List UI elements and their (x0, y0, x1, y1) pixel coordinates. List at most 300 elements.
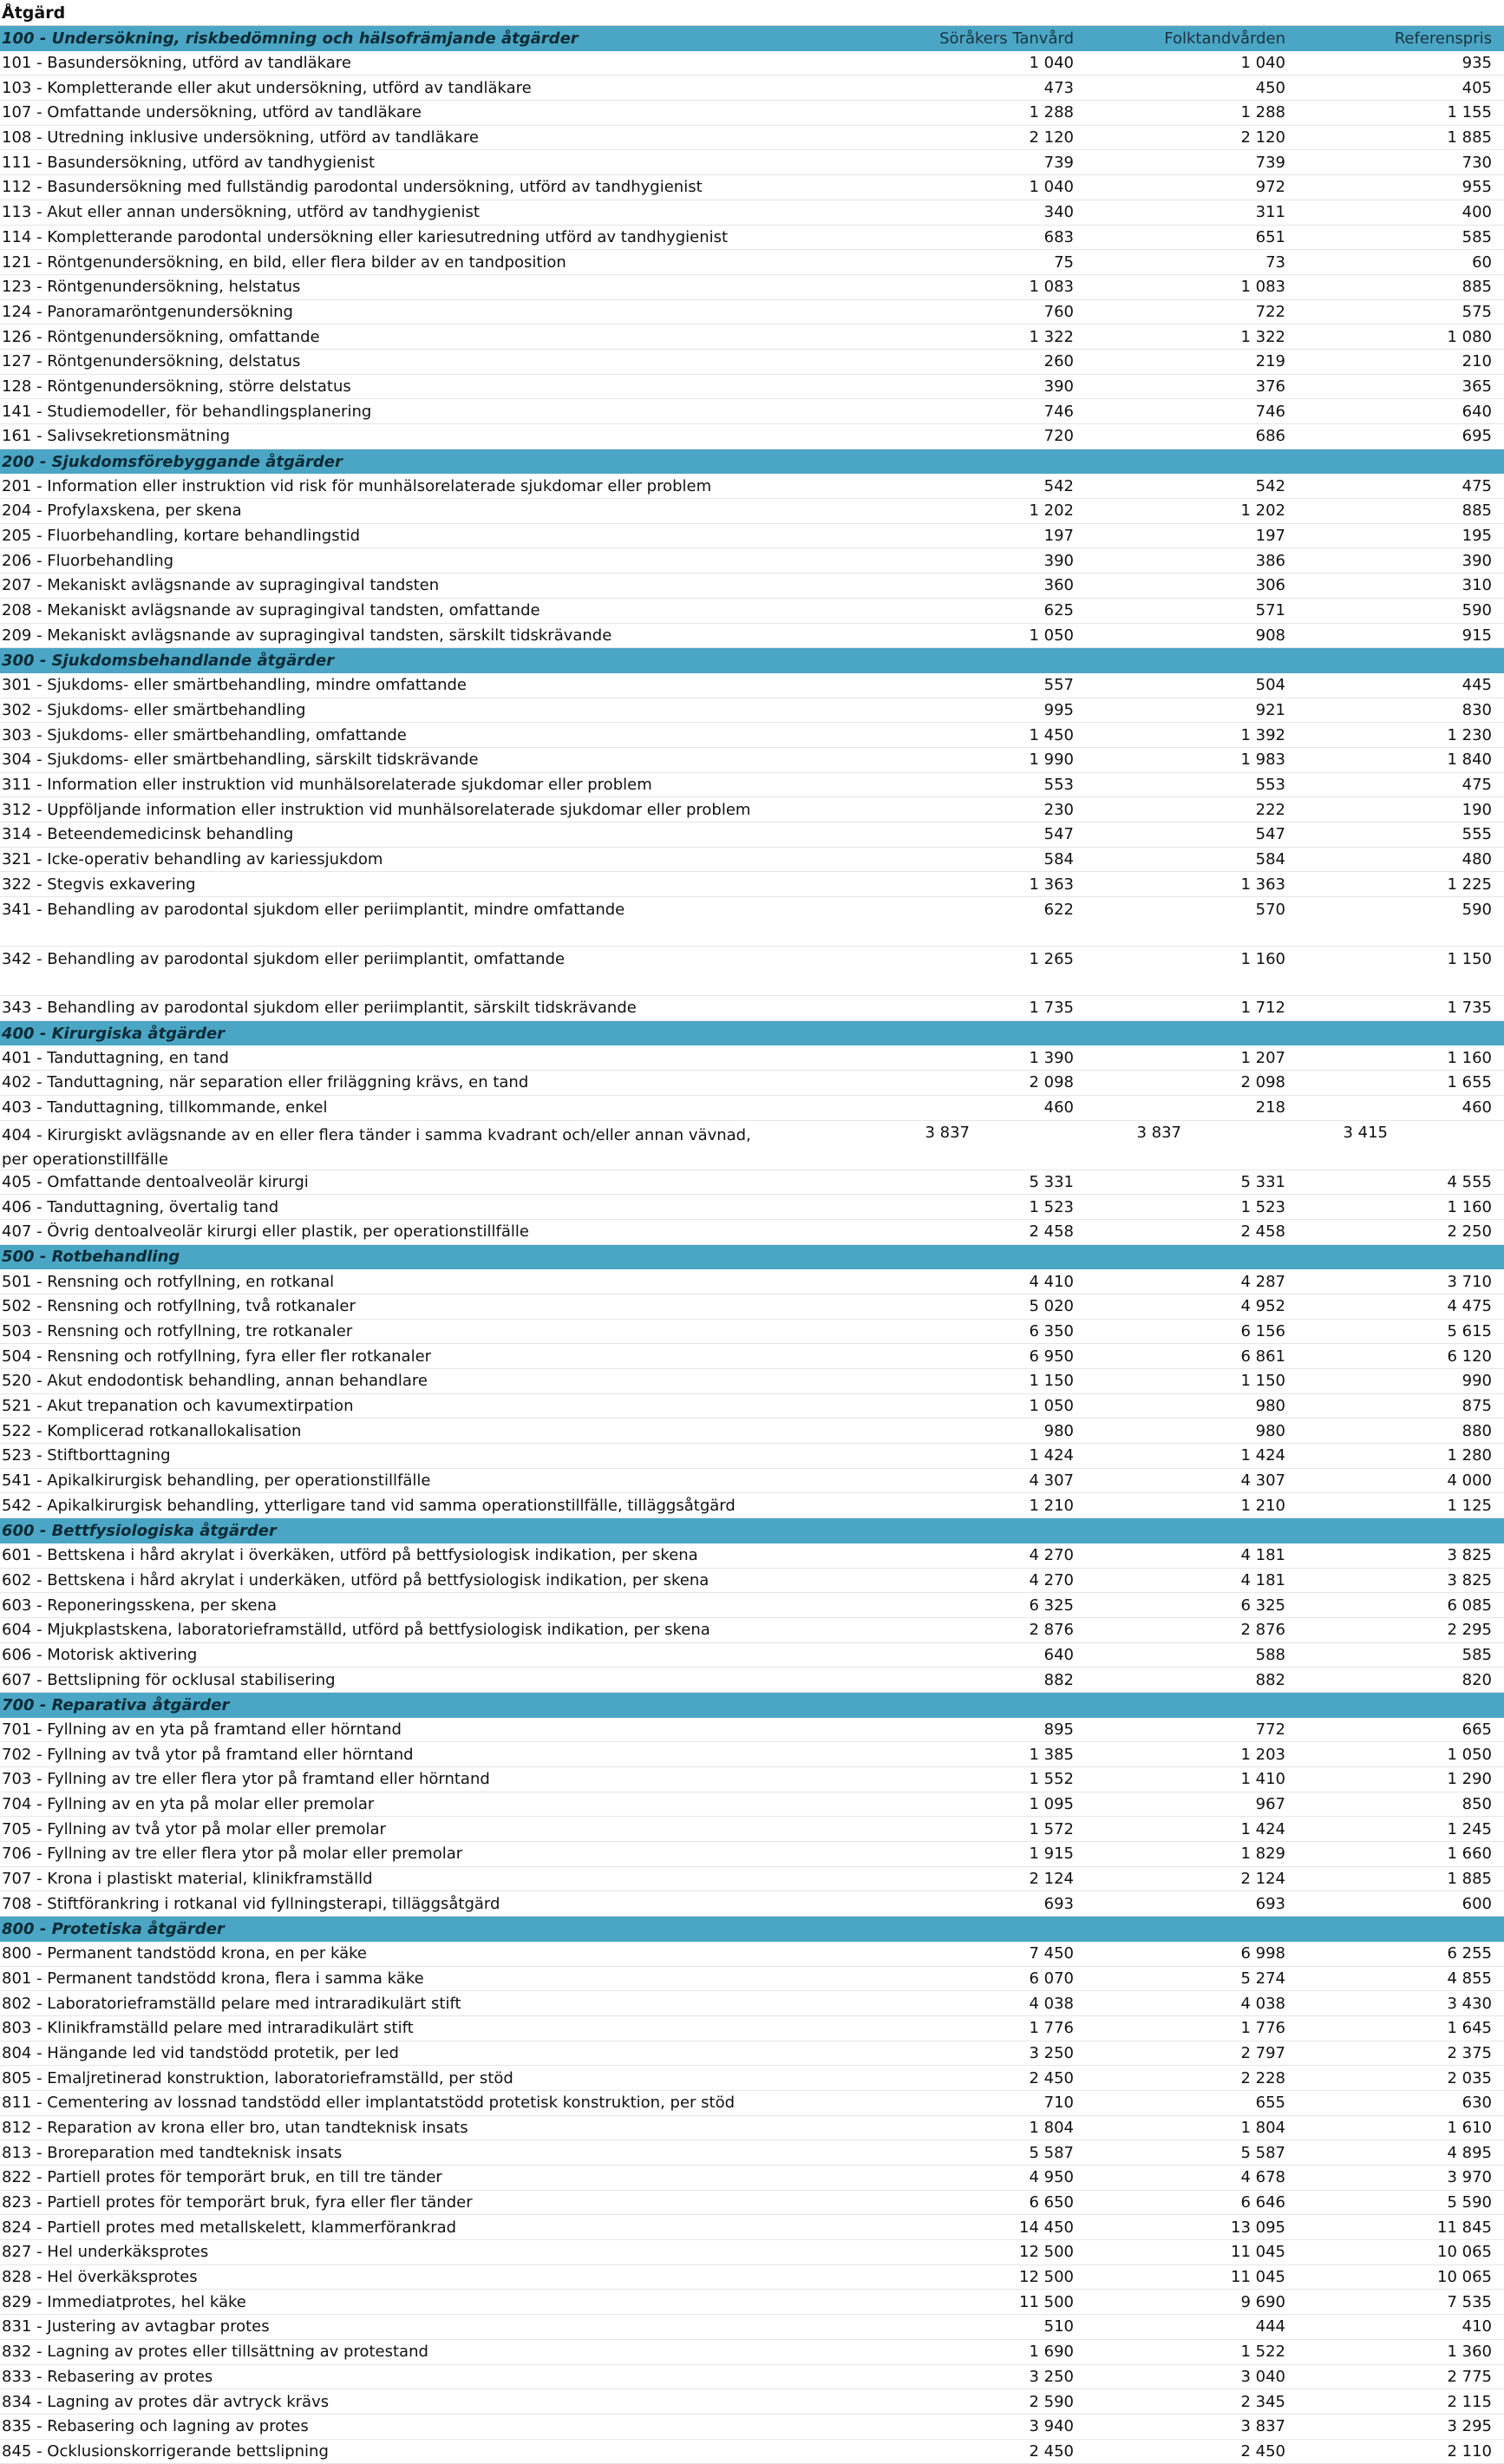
table-row (0, 1767, 1504, 1792)
treatment-description: 404 - Kirurgiskt avlägsnande av en eller flera tänder i samma kvadrant och/eller annan vävnad, per operationstillfälle (2, 1125, 751, 1169)
price-soraker: 2 590 (1029, 2392, 1074, 2411)
table-row (0, 2066, 1504, 2091)
price-soraker: 760 (1043, 302, 1074, 321)
table-row (0, 200, 1504, 226)
table-row (0, 175, 1504, 200)
treatment-description: 542 - Apikalkirurgisk behandling, ytterligare tand vid samma operationstillfälle, tilläggsåtgärd (2, 1496, 736, 1515)
treatment-description: 606 - Motorisk aktivering (2, 1645, 198, 1664)
section-header (0, 26, 1504, 51)
price-soraker: 3 940 (1029, 2417, 1074, 2436)
price-folktandvarden: 450 (1255, 78, 1285, 97)
price-soraker: 197 (1043, 527, 1074, 546)
treatment-description: 802 - Laboratorieframställd pelare med intraradikulärt stift (2, 1994, 461, 2013)
price-soraker: 1 735 (1029, 999, 1074, 1018)
treatment-description: 708 - Stiftförankring i rotkanal vid fyllningsterapi, tilläggsåtgärd (2, 1894, 500, 1913)
table-row (0, 424, 1504, 449)
table-row (0, 1220, 1504, 1245)
price-soraker: 2 458 (1029, 1222, 1074, 1242)
price-folktandvarden: 967 (1255, 1795, 1285, 1814)
price-referenspris: 955 (1461, 178, 1492, 197)
price-referenspris: 585 (1461, 1645, 1492, 1664)
price-referenspris: 410 (1461, 2317, 1492, 2336)
price-soraker: 1 385 (1029, 1745, 1074, 1764)
price-referenspris: 555 (1461, 825, 1492, 844)
section-header (0, 449, 1504, 475)
price-folktandvarden: 1 523 (1240, 1197, 1285, 1216)
price-referenspris: 4 000 (1447, 1471, 1492, 1491)
table-row (0, 226, 1504, 251)
price-soraker: 4 307 (1029, 1471, 1074, 1491)
price-referenspris: 1 885 (1447, 128, 1492, 147)
price-soraker: 340 (1043, 203, 1074, 222)
table-row (0, 2091, 1504, 2116)
price-referenspris: 1 155 (1447, 103, 1492, 122)
price-folktandvarden: 4 952 (1240, 1297, 1285, 1316)
price-folktandvarden: 6 325 (1240, 1596, 1285, 1615)
price-folktandvarden: 2 450 (1240, 2441, 1285, 2461)
table-row (0, 573, 1504, 599)
table-body (0, 26, 1504, 2464)
price-referenspris: 2 250 (1447, 1222, 1492, 1242)
table-row (0, 748, 1504, 773)
treatment-description: 601 - Bettskena i hård akrylat i överkäken, utförd på bettfysiologisk indikation, per skena (2, 1546, 698, 1565)
price-soraker: 683 (1043, 227, 1074, 246)
treatment-description: 829 - Immediatprotes, hel käke (2, 2292, 246, 2311)
price-soraker: 1 552 (1029, 1770, 1074, 1789)
treatment-description: 523 - Stiftborttagning (2, 1446, 171, 1465)
column-header: Söråkers Tanvård (939, 29, 1074, 48)
price-soraker: 2 098 (1029, 1073, 1074, 1092)
table-row (0, 2290, 1504, 2315)
treatment-description: 112 - Basundersökning med fullständig parodontal undersökning, utförd av tandhygienist (2, 178, 703, 197)
treatment-description: 501 - Rensning och rotfyllning, en rotkanal (2, 1272, 335, 1291)
price-referenspris: 1 280 (1447, 1446, 1492, 1465)
price-folktandvarden: 1 203 (1240, 1745, 1285, 1764)
price-soraker: 1 915 (1029, 1845, 1074, 1864)
price-soraker: 1 095 (1029, 1795, 1074, 1814)
price-referenspris: 475 (1461, 775, 1492, 794)
price-folktandvarden: 2 120 (1240, 128, 1285, 147)
table-row (0, 1469, 1504, 1494)
price-referenspris: 1 660 (1447, 1845, 1492, 1864)
treatment-description: 128 - Röntgenundersökning, större delstatus (2, 377, 351, 396)
price-soraker: 1 990 (1029, 750, 1074, 770)
table-row (0, 673, 1504, 698)
section-header (0, 1917, 1504, 1942)
price-soraker: 625 (1043, 601, 1074, 620)
treatment-description: 822 - Partiell protes för temporärt bruk, en till tre tänder (2, 2168, 442, 2187)
price-referenspris: 5 590 (1447, 2193, 1492, 2212)
price-folktandvarden: 5 331 (1240, 1172, 1285, 1191)
treatment-description: 520 - Akut endodontisk behandling, annan behandlare (2, 1372, 428, 1391)
price-folktandvarden: 547 (1255, 825, 1285, 844)
price-referenspris: 935 (1461, 54, 1492, 73)
price-soraker: 553 (1043, 775, 1074, 794)
price-soraker: 1 202 (1029, 501, 1074, 521)
price-folktandvarden: 1 288 (1240, 103, 1285, 122)
price-folktandvarden: 980 (1255, 1421, 1285, 1440)
price-soraker: 460 (1043, 1098, 1074, 1117)
price-referenspris: 460 (1461, 1098, 1492, 1117)
table-row (0, 524, 1504, 549)
table-row (0, 1121, 1504, 1170)
treatment-description: 607 - Bettslipning för ocklusal stabilisering (2, 1670, 336, 1689)
price-folktandvarden: 3 837 (1136, 1123, 1181, 1142)
table-row (0, 2365, 1504, 2390)
treatment-description: 805 - Emaljretinerad konstruktion, laboratorieframställd, per stöd (2, 2068, 513, 2087)
price-referenspris: 1 125 (1447, 1496, 1492, 1515)
price-soraker: 2 450 (1029, 2068, 1074, 2087)
price-folktandvarden: 73 (1265, 252, 1285, 272)
table-row (0, 126, 1504, 151)
price-soraker: 6 950 (1029, 1347, 1074, 1366)
price-referenspris: 2 775 (1447, 2367, 1492, 2386)
price-folktandvarden: 651 (1255, 227, 1285, 246)
price-referenspris: 1 080 (1447, 327, 1492, 346)
table-row (0, 150, 1504, 175)
price-referenspris: 1 245 (1447, 1819, 1492, 1838)
price-soraker: 995 (1043, 700, 1074, 719)
price-soraker: 510 (1043, 2317, 1074, 2336)
table-row (0, 51, 1504, 76)
price-folktandvarden: 1 424 (1240, 1446, 1285, 1465)
price-referenspris: 400 (1461, 203, 1492, 222)
price-folktandvarden: 739 (1255, 153, 1285, 172)
price-soraker: 2 120 (1029, 128, 1074, 147)
treatment-description: 503 - Rensning och rotfyllning, tre rotkanaler (2, 1321, 353, 1340)
table-row (0, 75, 1504, 101)
table-row (0, 1320, 1504, 1345)
price-folktandvarden: 2 228 (1240, 2068, 1285, 2087)
price-soraker: 14 450 (1019, 2218, 1074, 2237)
price-referenspris: 190 (1461, 800, 1492, 819)
table-row (0, 1618, 1504, 1643)
treatment-description: 602 - Bettskena i hård akrylat i underkäken, utförd på bettfysiologisk indikation, per skena (2, 1570, 709, 1589)
price-folktandvarden: 2 345 (1240, 2392, 1285, 2411)
treatment-description: 121 - Röntgenundersökning, en bild, eller flera bilder av en tandposition (2, 252, 566, 272)
price-soraker: 584 (1043, 850, 1074, 869)
price-referenspris: 1 160 (1447, 1197, 1492, 1216)
table-row (0, 350, 1504, 375)
price-folktandvarden: 218 (1255, 1098, 1285, 1117)
treatment-description: 705 - Fyllning av två ytor på molar eller premolar (2, 1819, 386, 1838)
price-folktandvarden: 6 646 (1240, 2193, 1285, 2212)
treatment-description: 342 - Behandling av parodontal sjukdom eller periimplantit, omfattande (2, 950, 566, 969)
price-referenspris: 600 (1461, 1894, 1492, 1913)
treatment-description: 801 - Permanent tandstödd krona, flera i samma käke (2, 1969, 424, 1988)
price-referenspris: 3 710 (1447, 1272, 1492, 1291)
table-row (0, 1294, 1504, 1320)
price-soraker: 11 500 (1019, 2292, 1074, 2311)
section-header (0, 1518, 1504, 1543)
treatment-description: 311 - Information eller instruktion vid munhälsorelaterade sjukdomar eller problem (2, 775, 652, 794)
price-referenspris: 10 065 (1437, 2243, 1492, 2262)
price-soraker: 3 250 (1029, 2367, 1074, 2386)
price-folktandvarden: 1 040 (1240, 54, 1285, 73)
price-folktandvarden: 1 983 (1240, 750, 1285, 770)
price-soraker: 390 (1043, 551, 1074, 570)
treatment-description: 541 - Apikalkirurgisk behandling, per operationstillfälle (2, 1471, 431, 1491)
table-row (0, 2016, 1504, 2041)
price-soraker: 1 450 (1029, 725, 1074, 744)
price-folktandvarden: 1 150 (1240, 1372, 1285, 1391)
price-folktandvarden: 4 181 (1240, 1546, 1285, 1565)
price-soraker: 1 050 (1029, 1397, 1074, 1416)
table-row (0, 300, 1504, 325)
table-row (0, 1842, 1504, 1867)
price-soraker: 2 450 (1029, 2441, 1074, 2461)
price-folktandvarden: 722 (1255, 302, 1285, 321)
treatment-description: 321 - Icke-operativ behandling av kariessjukdom (2, 850, 383, 869)
price-folktandvarden: 6 861 (1240, 1347, 1285, 1366)
column-header: Referenspris (1394, 29, 1492, 48)
price-folktandvarden: 1 424 (1240, 1819, 1285, 1838)
price-folktandvarden: 972 (1255, 178, 1285, 197)
table-row (0, 1668, 1504, 1693)
table-row (0, 1071, 1504, 1096)
price-referenspris: 990 (1461, 1372, 1492, 1391)
price-referenspris: 3 825 (1447, 1570, 1492, 1589)
price-folktandvarden: 2 124 (1240, 1870, 1285, 1889)
price-referenspris: 2 110 (1447, 2441, 1492, 2461)
table-row (0, 474, 1504, 499)
price-folktandvarden: 693 (1255, 1894, 1285, 1913)
section-header (0, 1021, 1504, 1046)
treatment-description: 124 - Panoramaröntgenundersökning (2, 302, 293, 321)
treatment-description: 123 - Röntgenundersökning, helstatus (2, 278, 301, 297)
price-folktandvarden: 746 (1255, 402, 1285, 421)
price-soraker: 473 (1043, 78, 1074, 97)
treatment-description: 823 - Partiell protes för temporärt bruk, fyra eller fler tänder (2, 2193, 473, 2212)
price-soraker: 710 (1043, 2094, 1074, 2113)
price-soraker: 4 270 (1029, 1546, 1074, 1565)
price-referenspris: 1 150 (1447, 950, 1492, 969)
table-row (0, 1195, 1504, 1220)
price-soraker: 895 (1043, 1720, 1074, 1739)
price-folktandvarden: 6 156 (1240, 1321, 1285, 1340)
table-header (0, 0, 1504, 26)
section-title: 200 - Sjukdomsförebyggande åtgärder (2, 452, 343, 471)
table-row (0, 1045, 1504, 1071)
treatment-description: 402 - Tanduttagning, när separation eller friläggning krävs, en tand (2, 1073, 529, 1092)
price-soraker: 1 390 (1029, 1048, 1074, 1067)
treatment-description: 108 - Utredning inklusive undersökning, utförd av tandläkare (2, 128, 479, 147)
price-referenspris: 365 (1461, 377, 1492, 396)
price-folktandvarden: 980 (1255, 1397, 1285, 1416)
table-row (0, 2116, 1504, 2141)
table-row (0, 1817, 1504, 1842)
section-title: 500 - Rotbehandling (2, 1248, 180, 1267)
price-folktandvarden: 1 410 (1240, 1770, 1285, 1789)
price-folktandvarden: 1 207 (1240, 1048, 1285, 1067)
section-title: 100 - Undersökning, riskbedömning och hälsofrämjande åtgärder (2, 29, 579, 48)
price-soraker: 1 040 (1029, 54, 1074, 73)
price-soraker: 6 325 (1029, 1596, 1074, 1615)
table-row (0, 2340, 1504, 2365)
price-folktandvarden: 588 (1255, 1645, 1285, 1664)
price-referenspris: 885 (1461, 501, 1492, 521)
price-soraker: 7 450 (1029, 1944, 1074, 1963)
treatment-description: 314 - Beteendemedicinsk behandling (2, 825, 294, 844)
price-folktandvarden: 4 287 (1240, 1272, 1285, 1291)
price-folktandvarden: 4 678 (1240, 2168, 1285, 2187)
price-referenspris: 3 295 (1447, 2417, 1492, 2436)
treatment-description: 828 - Hel överkäksprotes (2, 2268, 198, 2287)
price-folktandvarden: 504 (1255, 676, 1285, 695)
price-folktandvarden: 4 038 (1240, 1994, 1285, 2013)
treatment-description: 706 - Fyllning av tre eller flera ytor på molar eller premolar (2, 1845, 463, 1864)
table-row (0, 822, 1504, 848)
price-referenspris: 7 535 (1447, 2292, 1492, 2311)
table-row (0, 1891, 1504, 1917)
price-referenspris: 590 (1461, 901, 1492, 920)
price-referenspris: 665 (1461, 1720, 1492, 1739)
price-referenspris: 60 (1472, 252, 1492, 272)
price-folktandvarden: 553 (1255, 775, 1285, 794)
price-referenspris: 310 (1461, 576, 1492, 595)
price-referenspris: 830 (1461, 700, 1492, 719)
price-folktandvarden: 584 (1255, 850, 1285, 869)
price-referenspris: 1 610 (1447, 2118, 1492, 2137)
treatment-description: 111 - Basundersökning, utförd av tandhygienist (2, 153, 376, 172)
table-row (0, 2315, 1504, 2340)
table-row (0, 624, 1504, 649)
treatment-description: 800 - Permanent tandstödd krona, en per käke (2, 1944, 367, 1963)
treatment-description: 341 - Behandling av parodontal sjukdom eller periimplantit, mindre omfattande (2, 901, 625, 920)
treatment-description: 502 - Rensning och rotfyllning, två rotkanaler (2, 1297, 356, 1316)
price-folktandvarden: 2 458 (1240, 1222, 1285, 1242)
price-referenspris: 2 375 (1447, 2043, 1492, 2062)
table-row (0, 1792, 1504, 1818)
price-folktandvarden: 571 (1255, 601, 1285, 620)
table-row (0, 996, 1504, 1021)
price-referenspris: 10 065 (1437, 2268, 1492, 2287)
price-referenspris: 405 (1461, 78, 1492, 97)
price-soraker: 4 270 (1029, 1570, 1074, 1589)
price-soraker: 739 (1043, 153, 1074, 172)
treatment-description: 343 - Behandling av parodontal sjukdom eller periimplantit, särskilt tidskrävande (2, 999, 637, 1018)
table-row (0, 1867, 1504, 1892)
price-soraker: 547 (1043, 825, 1074, 844)
treatment-description: 205 - Fluorbehandling, kortare behandlingstid (2, 527, 361, 546)
price-folktandvarden: 2 797 (1240, 2043, 1285, 2062)
treatment-description: 312 - Uppföljande information eller instruktion vid munhälsorelaterade sjukdomar eller problem (2, 800, 751, 819)
section-title: 400 - Kirurgiska åtgärder (2, 1024, 226, 1043)
treatment-description: 114 - Kompletterande parodontal undersökning eller kariesutredning utförd av tandhygienist (2, 227, 729, 246)
price-soraker: 6 070 (1029, 1969, 1074, 1988)
price-soraker: 882 (1043, 1670, 1074, 1689)
price-soraker: 746 (1043, 402, 1074, 421)
price-soraker: 5 020 (1029, 1297, 1074, 1316)
table-row (0, 2240, 1504, 2265)
price-referenspris: 1 050 (1447, 1745, 1492, 1764)
table-row (0, 1643, 1504, 1668)
price-soraker: 12 500 (1019, 2268, 1074, 2287)
price-folktandvarden: 444 (1255, 2317, 1285, 2336)
section-title: 700 - Reparativa åtgärder (2, 1695, 230, 1714)
price-soraker: 542 (1043, 476, 1074, 495)
price-soraker: 622 (1043, 901, 1074, 920)
column-header: Folktandvården (1164, 29, 1285, 48)
price-folktandvarden: 1 392 (1240, 725, 1285, 744)
treatment-description: 405 - Omfattande dentoalveolär kirurgi (2, 1172, 309, 1191)
price-soraker: 6 650 (1029, 2193, 1074, 2212)
treatment-description: 604 - Mjukplastskena, laboratorieframställd, utförd på bettfysiologisk indikation, per skena (2, 1621, 710, 1640)
table-row (0, 1967, 1504, 1992)
price-soraker: 980 (1043, 1421, 1074, 1440)
treatment-description: 207 - Mekaniskt avlägsnande av supragingival tandsten (2, 576, 440, 595)
price-soraker: 4 410 (1029, 1272, 1074, 1291)
price-soraker: 4 950 (1029, 2168, 1074, 2187)
price-folktandvarden: 11 045 (1231, 2268, 1285, 2287)
treatment-description: 702 - Fyllning av två ytor på framtand eller hörntand (2, 1745, 414, 1764)
treatment-description: 811 - Cementering av lossnad tandstödd eller implantatstödd protetisk konstruktion, per stöd (2, 2094, 736, 2113)
treatment-description: 831 - Justering av avtagbar protes (2, 2317, 270, 2336)
treatment-description: 107 - Omfattande undersökning, utförd av tandläkare (2, 103, 422, 122)
price-referenspris: 1 735 (1447, 999, 1492, 1018)
price-folktandvarden: 11 045 (1231, 2243, 1285, 2262)
treatment-description: 302 - Sjukdoms- eller smärtbehandling (2, 700, 306, 719)
table-row (0, 250, 1504, 275)
price-soraker: 693 (1043, 1894, 1074, 1913)
price-folktandvarden: 306 (1255, 576, 1285, 595)
treatment-description: 834 - Lagning av protes där avtryck krävs (2, 2392, 330, 2411)
treatment-description: 521 - Akut trepanation och kavumextirpation (2, 1397, 354, 1416)
treatment-description: 206 - Fluorbehandling (2, 551, 174, 570)
table-row (0, 897, 1504, 947)
treatment-description: 812 - Reparation av krona eller bro, utan tandteknisk insats (2, 2118, 468, 2137)
table-row (0, 399, 1504, 424)
treatment-description: 113 - Akut eller annan undersökning, utförd av tandhygienist (2, 203, 480, 222)
price-soraker: 1 210 (1029, 1496, 1074, 1515)
price-folktandvarden: 1 522 (1240, 2343, 1285, 2362)
price-folktandvarden: 386 (1255, 551, 1285, 570)
price-folktandvarden: 219 (1255, 352, 1285, 371)
price-soraker: 1 083 (1029, 278, 1074, 297)
header-title: Åtgärd (2, 3, 66, 23)
price-folktandvarden: 13 095 (1231, 2218, 1285, 2237)
price-referenspris: 195 (1461, 527, 1492, 546)
price-soraker: 1 040 (1029, 178, 1074, 197)
treatment-description: 101 - Basundersökning, utförd av tandläkare (2, 54, 351, 73)
section-header (0, 1693, 1504, 1718)
price-referenspris: 3 970 (1447, 2168, 1492, 2187)
table-row (0, 872, 1504, 897)
price-soraker: 2 124 (1029, 1870, 1074, 1889)
treatment-description: 835 - Rebasering och lagning av protes (2, 2417, 309, 2436)
price-soraker: 360 (1043, 576, 1074, 595)
table-row (0, 599, 1504, 624)
price-folktandvarden: 882 (1255, 1670, 1285, 1689)
treatment-description: 803 - Klinikframställd pelare med intraradikulärt stift (2, 2019, 414, 2038)
table-row (0, 324, 1504, 350)
price-referenspris: 880 (1461, 1421, 1492, 1440)
price-soraker: 557 (1043, 676, 1074, 695)
table-row (0, 2265, 1504, 2290)
section-header (0, 648, 1504, 673)
table-row (0, 275, 1504, 300)
table-row (0, 773, 1504, 798)
price-folktandvarden: 5 587 (1240, 2143, 1285, 2162)
treatment-description: 161 - Salivsekretionsmätning (2, 427, 231, 446)
treatment-description: 141 - Studiemodeller, för behandlingsplanering (2, 402, 372, 421)
price-folktandvarden: 1 804 (1240, 2118, 1285, 2137)
price-folktandvarden: 1 322 (1240, 327, 1285, 346)
price-referenspris: 480 (1461, 850, 1492, 869)
price-folktandvarden: 1 712 (1240, 999, 1285, 1018)
price-referenspris: 6 255 (1447, 1944, 1492, 1963)
price-soraker: 1 804 (1029, 2118, 1074, 2137)
